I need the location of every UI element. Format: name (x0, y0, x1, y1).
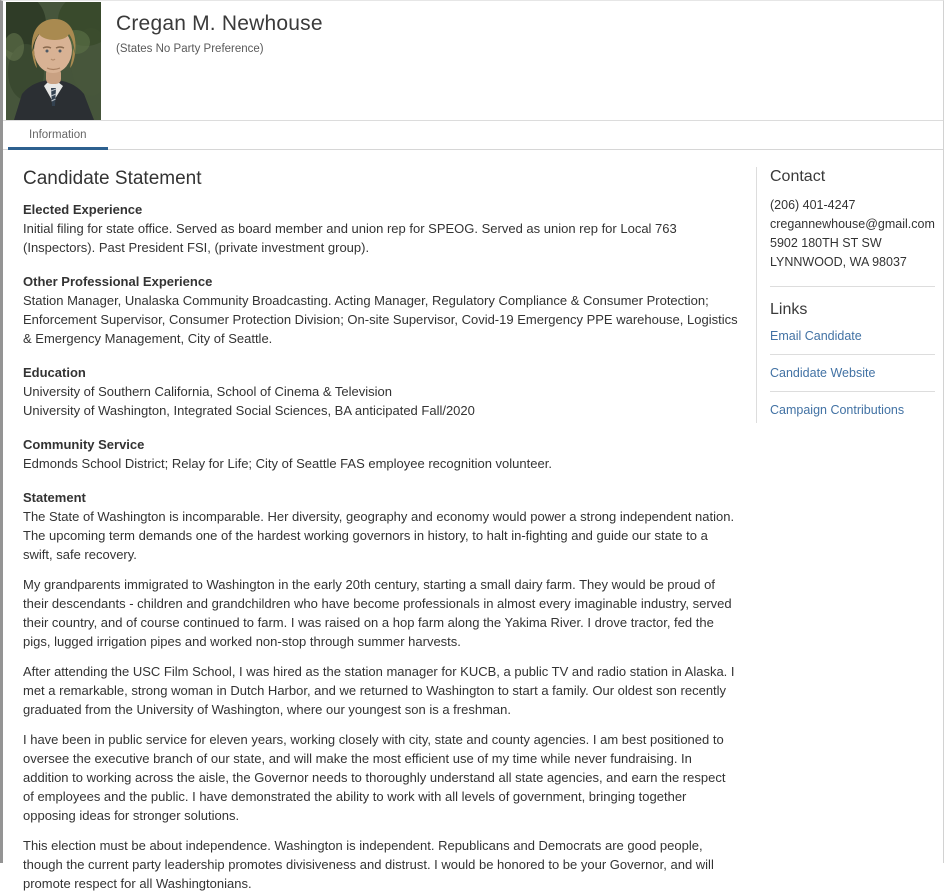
header-text (101, 1, 323, 120)
divider (770, 354, 935, 355)
section-other-professional-experience (23, 272, 739, 348)
divider (770, 286, 935, 287)
contact-address-line1: 5902 180TH ST SW (770, 236, 882, 250)
link-campaign-contributions[interactable]: Campaign Contributions (770, 403, 905, 417)
contact-title: Contact (770, 168, 826, 185)
section-paragraph: Edmonds School District; Relay for Life; City of Seattle FAS employee recognition volunteer. (23, 456, 552, 471)
contact-phone: (206) 401-4247 (770, 198, 856, 212)
links-title: Links (770, 301, 808, 318)
section-heading: Education (23, 365, 86, 380)
candidate-photo (6, 2, 101, 120)
section-paragraph: Station Manager, Unalaska Community Broadcasting. Acting Manager, Regulatory Compliance & Consumer Protection; Enforcement Supervisor, Consumer Protection Division; On-site Supervisor, Covid-19 Emergency PPE warehouse, Logistics & Emergency Management, City of Seattle. (23, 293, 738, 346)
link-email-candidate[interactable]: Email Candidate (770, 329, 862, 343)
link-candidate-website[interactable]: Candidate Website (770, 366, 876, 380)
section-heading: Statement (23, 490, 86, 505)
page-title: Candidate Statement (23, 168, 202, 189)
contact-email: cregannewhouse@gmail.com (770, 217, 935, 231)
statement-paragraph: After attending the USC Film School, I was hired as the station manager for KUCB, a public TV and radio station in Alaska. I met a remarkable, strong woman in Dutch Harbor, and we returned to Washington to start a family. Our oldest son recently graduated from the University of Washington, where our youngest son is a freshman. (23, 664, 735, 717)
section-paragraph: Initial filing for state office. Served as board member and union rep for SPEOG. Served as union rep for Local 763 (Inspectors). Past President FSI, (private investment group). (23, 221, 677, 255)
section-heading: Community Service (23, 437, 145, 452)
content-area (3, 150, 943, 893)
divider (770, 391, 935, 392)
candidate-name: Cregan M. Newhouse (116, 12, 323, 35)
section-education (23, 363, 739, 420)
statement-paragraph: The State of Washington is incomparable. Her diversity, geography and economy would power a strong independent nation. The upcoming term demands one of the hardest working governors in history, to halt in-fighting and guide our state to a swift, safe recovery. (23, 509, 735, 562)
section-heading: Elected Experience (23, 202, 143, 217)
section-statement (23, 488, 739, 893)
candidate-header (3, 1, 943, 121)
section-elected-experience (23, 200, 739, 257)
statement-paragraph: I have been in public service for eleven years, working closely with city, state and county agencies. I am best positioned to oversee the executive branch of our state, and will make the most efficient use of my time while never fundraising. In addition to working across the aisle, the Governor needs to thoroughly understand all state agencies, and earn the respect of employees and the public. I have demonstrated the ability to work with all levels of government, bringing together opposing ideas for stronger solutions. (23, 732, 726, 823)
contact-address-line2: LYNNWOOD, WA 98037 (770, 255, 907, 269)
statement-paragraph: My grandparents immigrated to Washington in the early 20th century, starting a small dairy farm. They would be proud of their descendants - children and grandchildren who have become professionals in almost every imaginable industry, served their country, and of course continued to farm. I was raised on a hop farm along the Yakima River. I drove tractor, fed the pigs, lugged irrigation pipes and worked non-stop through summer harvests. (23, 577, 732, 649)
contact-panel (756, 167, 935, 423)
tab-information[interactable]: Information (8, 121, 108, 149)
section-community-service (23, 435, 739, 473)
statement-paragraph: This election must be about independence. Washington is independent. Republicans and Democrats are good people, though the current party leadership promotes divisiveness and distrust. I would be honored to be your Governor, and will promote respect for all Washingtonians. (23, 838, 714, 891)
section-heading: Other Professional Experience (23, 274, 213, 289)
candidate-statement (23, 167, 739, 893)
party-preference: (States No Party Preference) (116, 43, 264, 55)
education-line: University of Washington, Integrated Social Sciences, BA anticipated Fall/2020 (23, 403, 475, 418)
tab-bar (3, 121, 943, 150)
education-line: University of Southern California, School of Cinema & Television (23, 384, 392, 399)
